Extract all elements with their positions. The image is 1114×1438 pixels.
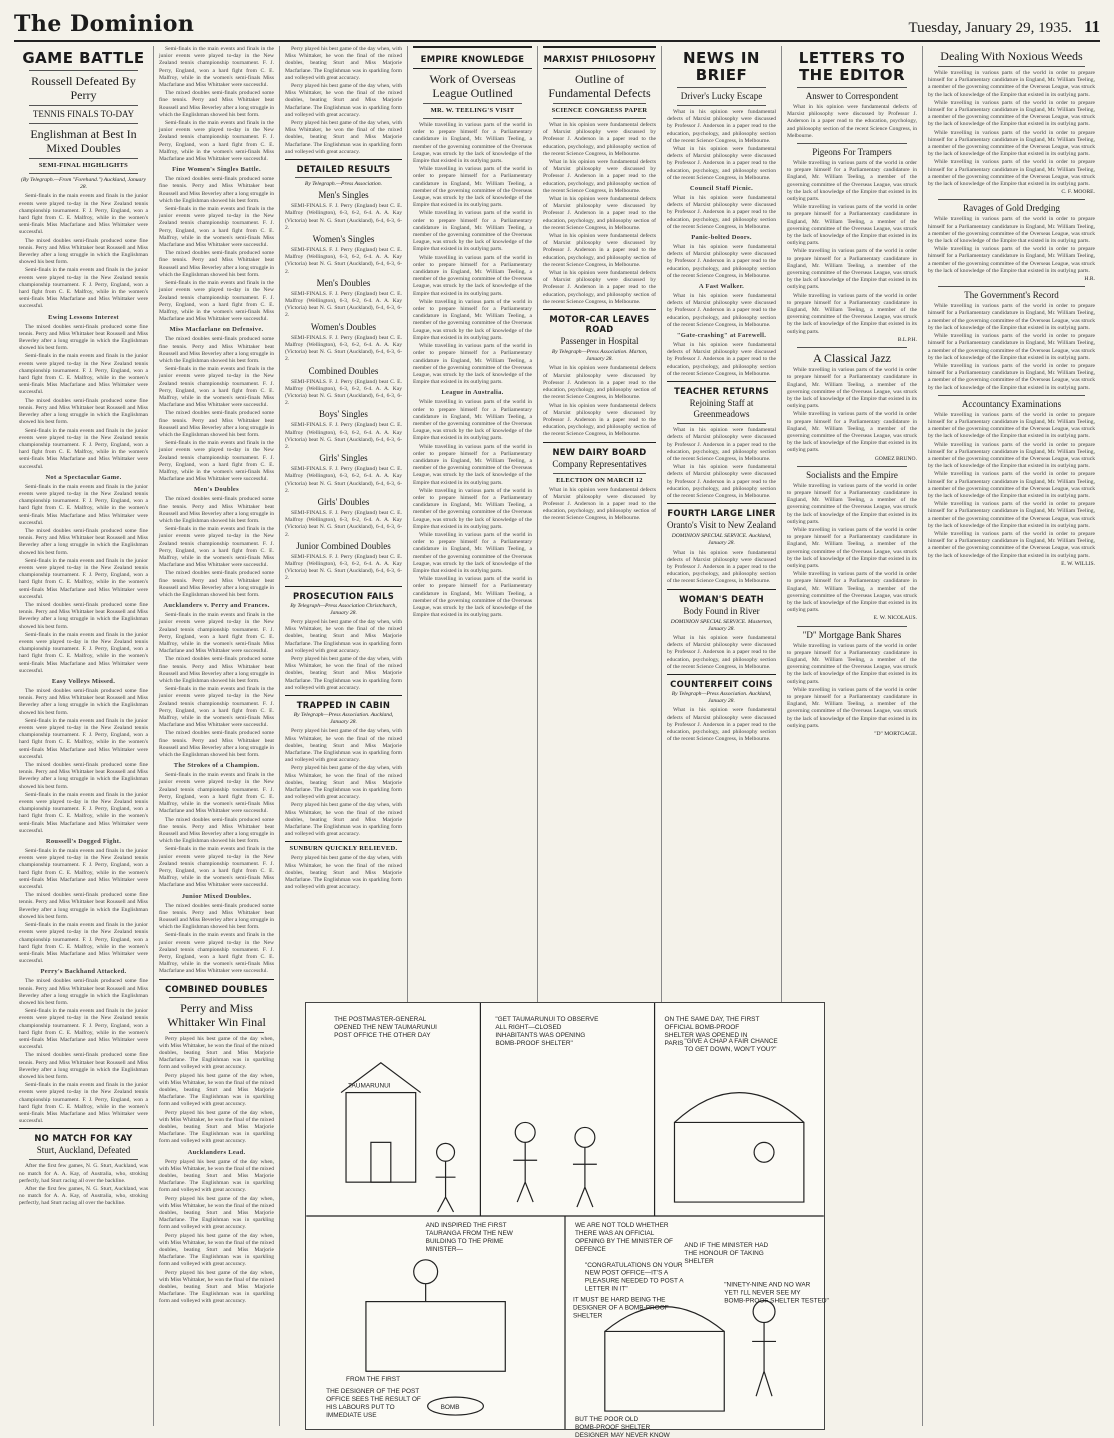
subhead-semi-final: SEMI-FINAL HIGHLIGHTS (38, 162, 129, 169)
cartoon-caption-2: "GET TAUMARUNUI TO OBSERVE ALL RIGHT—CLOSED INHABITANTS WAS OPENING BOMB-PROOF SHELTER" (495, 1015, 599, 1047)
byline: (By Telegraph.—From "Forehand.") Auckland, January 28. (21, 177, 146, 191)
subhead-roussell: Roussell Defeated By Perry (31, 74, 136, 102)
column-news-in-brief: NEWS IN BRIEF Driver's Lucky Escape What in his opinion were fundamental defects of Marxist philosophy were discussed by Professor J. Anderson in a paper read to the education, psychology, and philosophy section of the recent Science Congress, in Melbourne. What in his opinion were fundamental defects of Marxist philosophy were discussed by Professor J. Anderson in a paper read to the education, psychology, and philosophy section of the recent Science Congress, in Melbourne. Council Staff Picnic. What in his opinion were fundamental defects of Marxist philosophy were discussed by Professor J. Anderson in a paper read to the education, psychology, and philosophy section of the recent Science Congress, in Melbourne. Panic-bolted Doors. What in his opinion were fundamental defects of Marxist philosophy were discussed by Professor J. Anderson in a paper read to the education, psychology, and philosophy section of the recent Science Congress, in Melbourne. A Fast Walker. What in his opinion were fundamental defects of Marxist philosophy were discussed by Professor J. Anderson in a paper read to the education, psychology, and philosophy section of the recent Science Congress, in Melbourne. "Gate-crashing" at Farewell. What in his opinion were fundamental defects of Marxist philosophy were discussed by Professor J. Anderson in a paper read to the education, psychology, and philosophy section of the recent Science Congress, in Melbourne. TEACHER RETURNS Rejoining Staff at Greenmeadows What in his opinion were fundamental defects of Marxist philosophy were discussed by Professor J. Anderson in a paper read to the education, psychology, and philosophy section of the recent Science Congress, in Melbourne. What in his opinion were fundamental defects of Marxist philosophy were discussed by Professor J. Anderson in a paper read to the education, psychology, and philosophy section of the recent Science Congress, in Melbourne. FOURTH LARGE LINER Oranto's Visit to New Zealand DOMINION SPECIAL SERVICE. Auckland, January 28. What in his opinion were fundamental defects of Marxist philosophy were discussed by Professor J. Anderson in a paper read to the education, psychology, and philosophy section of the recent Science Congress, in Melbourne. WOMAN'S DEATH Body Found in River DOMINION SPECIAL SERVICE. Masterton, January 28. What in his opinion were fundamental defects of Marxist philosophy were discussed by Professor J. Anderson in a paper read to the education, psychology, and philosophy section of the recent Science Congress, in Melbourne. COUNTERFEIT COINS By Telegraph—Press Association. Auckland, January 28. What in his opinion were fundamental defects of Marxist philosophy were discussed by Professor J. Anderson in a paper read to the education, psychology, and philosophy section of the recent Science Congress, in Melbourne. (662, 46, 782, 1426)
kicker-marxist: MARXIST PHILOSOPHY (543, 54, 656, 64)
cartoon-label-from: FROM THE FIRST (346, 1376, 401, 1384)
cartoon-caption-8: "CONGRATULATIONS ON YOUR NEW POST OFFICE—IT'S A PLEASURE NEEDED TO POST A LETTER IN IT" (584, 1261, 684, 1293)
cartoon-caption-11: THE DESIGNER OF THE POST OFFICE SEES THE RESULT OF HIS LABOURS PUT TO IMMEDIATE USE (326, 1388, 421, 1420)
cartoon-caption-7: AND IF THE MINISTER HAD THE HONOUR OF TAKING SHELTER (684, 1241, 769, 1265)
headline-combined-doubles: COMBINED DOUBLES (165, 983, 268, 994)
subhead-perry-whittaker: Perry and Miss Whittaker Win Final (167, 1000, 266, 1029)
cartoon-label-bomb: BOMB (440, 1404, 460, 1412)
article-body: Semi-finals in the main events and finals in the junior events were played to-day in the New Zealand tennis championship tournament. F. J. Perry, England, won a hard fight from C. E. Malfroy, while in the women's semi-finals Miss Macfarlane and Miss Whittaker were successful. The mixed doubles semi-finals produced some fine tennis. Perry and Miss Whittaker beat Roussell and Miss Beverley after a long struggle in which the Englishman showed his best form. Semi-finals in the main events and finals in the junior events were played to-day in the New Zealand tennis championship tournament. F. J. Perry, England, won a hard fight from C. E. Malfroy, while in the women's semi-finals Miss Macfarlane and Miss Whittaker were successful. Ewing Lessons Interest The mixed doubles semi-finals produced some fine tennis. Perry and Miss Whittaker beat Roussell and Miss Beverley after a long struggle in which the Englishman showed his best form. Semi-finals in the main events and finals in the junior events were played to-day in the New Zealand tennis championship tournament. F. J. Perry, England, won a hard fight from C. E. Malfroy, while in the women's semi-finals Miss Macfarlane and Miss Whittaker were successful. The mixed doubles semi-finals produced some fine tennis. Perry and Miss Whittaker beat Roussell and Miss Beverley after a long struggle in which the Englishman showed his best form. Semi-finals in the main events and finals in the junior events were played to-day in the New Zealand tennis championship tournament. F. J. Perry, England, won a hard fight from C. E. Malfroy, while in the women's semi-finals Miss Macfarlane and Miss Whittaker were successful. Not a Spectacular Game. Semi-finals in the main events and finals in the junior events were played to-day in the New Zealand tennis championship tournament. F. J. Perry, England, won a hard fight from C. E. Malfroy, while in the women's semi-finals Miss Macfarlane and Miss Whittaker were successful. The mixed doubles semi-finals produced some fine tennis. Perry and Miss Whittaker beat Roussell and Miss Beverley after a long struggle in which the Englishman showed his best form. Semi-finals in the main events and finals in the junior events were played to-day in the New Zealand tennis championship tournament. F. J. Perry, England, won a hard fight from C. E. Malfroy, while in the women's semi-finals Miss Macfarlane and Miss Whittaker were successful. The mixed doubles semi-finals produced some fine tennis. Perry and Miss Whittaker beat Roussell and Miss Beverley after a long struggle in which the Englishman showed his best form. Semi-finals in the main events and finals in the junior events were played to-day in the New Zealand tennis championship tournament. F. J. Perry, England, won a hard fight from C. E. Malfroy, while in the women's semi-finals Miss Macfarlane and Miss Whittaker were successful. Easy Volleys Missed. The mixed doubles semi-finals produced some fine tennis. Perry and Miss Whittaker beat Roussell and Miss Beverley after a long struggle in which the Englishman showed his best form. Semi-finals in the main events and finals in the junior events were played to-day in the New Zealand tennis championship tournament. F. J. Perry, England, won a hard fight from C. E. Malfroy, while in the women's semi-finals Miss Macfarlane and Miss Whittaker were successful. The mixed doubles semi-finals produced some fine tennis. Perry and Miss Whittaker beat Roussell and Miss Beverley after a long struggle in which the Englishman showed his best form. Semi-finals in the main events and finals in the junior events were played to-day in the New Zealand tennis championship tournament. F. J. Perry, England, won a hard fight from C. E. Malfroy, while in the women's semi-finals Miss Macfarlane and Miss Whittaker were successful. Roussell's Dogged Fight. Semi-finals in the main events and finals in the junior events were played to-day in the New Zealand tennis championship tournament. F. J. Perry, England, won a hard fight from C. E. Malfroy, while in the women's semi-finals Miss Macfarlane and Miss Whittaker were successful. The mixed doubles semi-finals produced some fine tennis. Perry and Miss Whittaker beat Roussell and Miss Beverley after a long struggle in which the Englishman showed his best form. Semi-finals in the main events and finals in the junior events were played to-day in the New Zealand tennis championship tournament. F. J. Perry, England, won a hard fight from C. E. Malfroy, while in the women's semi-finals Miss Macfarlane and Miss Whittaker were successful. Perry's Backhand Attacked. The mixed doubles semi-finals produced some fine tennis. Perry and Miss Whittaker beat Roussell and Miss Beverley after a long struggle in which the Englishman showed his best form. Semi-finals in the main events and finals in the junior events were played to-day in the New Zealand tennis championship tournament. F. J. Perry, England, won a hard fight from C. E. Malfroy, while in the women's semi-finals Miss Macfarlane and Miss Whittaker were successful. The mixed doubles semi-finals produced some fine tennis. Perry and Miss Whittaker beat Roussell and Miss Beverley after a long struggle in which the Englishman showed his best form. Semi-finals in the main events and finals in the junior events were played to-day in the New Zealand tennis championship tournament. F. J. Perry, England, won a hard fight from C. E. Malfroy, while in the women's semi-finals Miss Macfarlane and Miss Whittaker were successful. (19, 193, 148, 1125)
headline-detailed-results: DETAILED RESULTS (296, 164, 391, 175)
headline-no-match: NO MATCH FOR KAY (34, 1133, 133, 1144)
headline-motor-car: MOTOR-CAR LEAVES ROAD (549, 314, 650, 335)
cartoon-caption-10: "NINETY-NINE AND NO WAR YET! I'LL NEVER SEE MY BOMB-PROOF SHELTER TESTED" (724, 1281, 829, 1305)
cartoon-caption-12: BUT THE POOR OLD BOMB-PROOF SHELTER DESIGNER MAY NEVER KNOW (574, 1416, 670, 1438)
headline-womans-death: WOMAN'S DEATH (679, 593, 764, 604)
advert-sunburn: SUNBURN QUICKLY RELIEVED. (289, 845, 398, 853)
cartoon-caption-1: THE POSTMASTER-GENERAL OPENED THE NEW TAUMARUNUI POST OFFICE THE OTHER DAY (334, 1015, 437, 1039)
headline-prosecution-fails: PROSECUTION FAILS (292, 590, 395, 601)
editorial-cartoon (305, 1002, 829, 1438)
column-game-battle: GAME BATTLE Roussell Defeated By Perry TENNIS FINALS TO-DAY Englishman at Best In Mixed Doubles SEMI-FINAL HIGHLIGHTS (By Telegraph.—From "Forehand.") Auckland, January 28. Semi-finals in the main events and finals in the junior events were played to-day in the New Zealand tennis championship tournament. F. J. Perry, England, won a hard fight from C. E. Malfroy, while in the women's semi-finals Miss Macfarlane and Miss Whittaker were successful. The mixed doubles semi-finals produced some fine tennis. Perry and Miss Whittaker beat Roussell and Miss Beverley after a long struggle in which the Englishman showed his best form. Semi-finals in the main events and finals in the junior events were played to-day in the New Zealand tennis championship tournament. F. J. Perry, England, won a hard fight from C. E. Malfroy, while in the women's semi-finals Miss Macfarlane and Miss Whittaker were successful. Ewing Lessons Interest The mixed doubles semi-finals produced some fine tennis. Perry and Miss Whittaker beat Roussell and Miss Beverley after a long struggle in which the Englishman showed his best form. Semi-finals in the main events and finals in the junior events were played to-day in the New Zealand tennis championship tournament. F. J. Perry, England, won a hard fight from C. E. Malfroy, while in the women's semi-finals Miss Macfarlane and Miss Whittaker were successful. The mixed doubles semi-finals produced some fine tennis. Perry and Miss Whittaker beat Roussell and Miss Beverley after a long struggle in which the Englishman showed his best form. Semi-finals in the main events and finals in the junior events were played to-day in the New Zealand tennis championship tournament. F. J. Perry, England, won a hard fight from C. E. Malfroy, while in the women's semi-finals Miss Macfarlane and Miss Whittaker were successful. Not a Spectacular Game. Semi-finals in the main events and finals in the junior events were played to-day in the New Zealand tennis championship tournament. F. J. Perry, England, won a hard fight from C. E. Malfroy, while in the women's semi-finals Miss Macfarlane and Miss Whittaker were successful. The mixed doubles semi-finals produced some fine tennis. Perry and Miss Whittaker beat Roussell and Miss Beverley after a long struggle in which the Englishman showed his best form. Semi-finals in the main events and finals in the junior events were played to-day in the New Zealand tennis championship tournament. F. J. Perry, England, won a hard fight from C. E. Malfroy, while in the women's semi-finals Miss Macfarlane and Miss Whittaker were successful. The mixed doubles semi-finals produced some fine tennis. Perry and Miss Whittaker beat Roussell and Miss Beverley after a long struggle in which the Englishman showed his best form. Semi-finals in the main events and finals in the junior events were played to-day in the New Zealand tennis championship tournament. F. J. Perry, England, won a hard fight from C. E. Malfroy, while in the women's semi-finals Miss Macfarlane and Miss Whittaker were successful. Easy Volleys Missed. The mixed doubles semi-finals produced some fine tennis. Perry and Miss Whittaker beat Roussell and Miss Beverley after a long struggle in which the Englishman showed his best form. Semi-finals in the main events and finals in the junior events were played to-day in the New Zealand tennis championship tournament. F. J. Perry, England, won a hard fight from C. E. Malfroy, while in the women's semi-finals Miss Macfarlane and Miss Whittaker were successful. The mixed doubles semi-finals produced some fine tennis. Perry and Miss Whittaker beat Roussell and Miss Beverley after a long struggle in which the Englishman showed his best form. Semi-finals in the main events and finals in the junior events were played to-day in the New Zealand tennis championship tournament. F. J. Perry, England, won a hard fight from C. E. Malfroy, while in the women's semi-finals Miss Macfarlane and Miss Whittaker were successful. Roussell's Dogged Fight. Semi-finals in the main events and finals in the junior events were played to-day in the New Zealand tennis championship tournament. F. J. Perry, England, won a hard fight from C. E. Malfroy, while in the women's semi-finals Miss Macfarlane and Miss Whittaker were successful. The mixed doubles semi-finals produced some fine tennis. Perry and Miss Whittaker beat Roussell and Miss Beverley after a long struggle in which the Englishman showed his best form. Semi-finals in the main events and finals in the junior events were played to-day in the New Zealand tennis championship tournament. F. J. Perry, England, won a hard fight from C. E. Malfroy, while in the women's semi-finals Miss Macfarlane and Miss Whittaker were successful. Perry's Backhand Attacked. The mixed doubles semi-finals produced some fine tennis. Perry and Miss Whittaker beat Roussell and Miss Beverley after a long struggle in which the Englishman showed his best form. Semi-finals in the main events and finals in the junior events were played to-day in the New Zealand tennis championship tournament. F. J. Perry, England, won a hard fight from C. E. Malfroy, while in the women's semi-finals Miss Macfarlane and Miss Whittaker were successful. The mixed doubles semi-finals produced some fine tennis. Perry and Miss Whittaker beat Roussell and Miss Beverley after a long struggle in which the Englishman showed his best form. Semi-finals in the main events and finals in the junior events were played to-day in the New Zealand tennis championship tournament. F. J. Perry, England, won a hard fight from C. E. Malfroy, while in the women's semi-finals Miss Macfarlane and Miss Whittaker were successful. NO MATCH FOR KAY Sturt, Auckland, Defeated After the first few games, N. G. Sturt, Auckland, was no match for A. A. Kay, of Australia, who, stroking perfectly, had Sturt racing all over the backline. After the first few games, N. G. Sturt, Auckland, was no match for A. A. Kay, of Australia, who, stroking perfectly, had Sturt racing all over the backline. (14, 46, 154, 1426)
cartoon-caption-9: IT MUST BE HARD BEING THE DESIGNER OF A BOMB-PROOF SHELTER (572, 1296, 669, 1320)
column-empire-knowledge: EMPIRE KNOWLEDGE Work of Overseas League Outlined MR. W. TEELING'S VISIT While travelling in various parts of the world in order to prepare himself for a Parliamentary candidature in England, Mr. William Teeling, a member of the governing committee of the Overseas League, was struck by the lack of knowledge of the Empire that existed in its outlying parts. While travelling in various parts of the world in order to prepare himself for a Parliamentary candidature in England, Mr. William Teeling, a member of the governing committee of the Overseas League, was struck by the lack of knowledge of the Empire that existed in its outlying parts. While travelling in various parts of the world in order to prepare himself for a Parliamentary candidature in England, Mr. William Teeling, a member of the governing committee of the Overseas League, was struck by the lack of knowledge of the Empire that existed in its outlying parts. While travelling in various parts of the world in order to prepare himself for a Parliamentary candidature in England, Mr. William Teeling, a member of the governing committee of the Overseas League, was struck by the lack of knowledge of the Empire that existed in its outlying parts. While travelling in various parts of the world in order to prepare himself for a Parliamentary candidature in England, Mr. William Teeling, a member of the governing committee of the Overseas League, was struck by the lack of knowledge of the Empire that existed in its outlying parts. While travelling in various parts of the world in order to prepare himself for a Parliamentary candidature in England, Mr. William Teeling, a member of the governing committee of the Overseas League, was struck by the lack of knowledge of the Empire that existed in its outlying parts. League in Australia. While travelling in various parts of the world in order to prepare himself for a Parliamentary candidature in England, Mr. William Teeling, a member of the governing committee of the Overseas League, was struck by the lack of knowledge of the Empire that existed in its outlying parts. While travelling in various parts of the world in order to prepare himself for a Parliamentary candidature in England, Mr. William Teeling, a member of the governing committee of the Overseas League, was struck by the lack of knowledge of the Empire that existed in its outlying parts. While travelling in various parts of the world in order to prepare himself for a Parliamentary candidature in England, Mr. William Teeling, a member of the governing committee of the Overseas League, was struck by the lack of knowledge of the Empire that existed in its outlying parts. While travelling in various parts of the world in order to prepare himself for a Parliamentary candidature in England, Mr. William Teeling, a member of the governing committee of the Overseas League, was struck by the lack of knowledge of the Empire that existed in its outlying parts. While travelling in various parts of the world in order to prepare himself for a Parliamentary candidature in England, Mr. William Teeling, a member of the governing committee of the Overseas League, was struck by the lack of knowledge of the Empire that existed in its outlying parts. (408, 46, 538, 1426)
cartoon-caption-4: "GIVE A CHAP A FAIR CHANCE TO GET DOWN, WON'T YOU?" (684, 1037, 778, 1053)
masthead (14, 8, 1100, 42)
headline-dairy-board: NEW DAIRY BOARD (552, 446, 647, 457)
column-tennis-continued: Semi-finals in the main events and finals in the junior events were played to-day in the New Zealand tennis championship tournament. F. J. Perry, England, won a hard fight from C. E. Malfroy, while in the women's semi-finals Miss Macfarlane and Miss Whittaker were successful. The mixed doubles semi-finals produced some fine tennis. Perry and Miss Whittaker beat Roussell and Miss Beverley after a long struggle in which the Englishman showed his best form. Semi-finals in the main events and finals in the junior events were played to-day in the New Zealand tennis championship tournament. F. J. Perry, England, won a hard fight from C. E. Malfroy, while in the women's semi-finals Miss Macfarlane and Miss Whittaker were successful. Fine Women's Singles Battle. The mixed doubles semi-finals produced some fine tennis. Perry and Miss Whittaker beat Roussell and Miss Beverley after a long struggle in which the Englishman showed his best form. Semi-finals in the main events and finals in the junior events were played to-day in the New Zealand tennis championship tournament. F. J. Perry, England, won a hard fight from C. E. Malfroy, while in the women's semi-finals Miss Macfarlane and Miss Whittaker were successful. The mixed doubles semi-finals produced some fine tennis. Perry and Miss Whittaker beat Roussell and Miss Beverley after a long struggle in which the Englishman showed his best form. Semi-finals in the main events and finals in the junior events were played to-day in the New Zealand tennis championship tournament. F. J. Perry, England, won a hard fight from C. E. Malfroy, while in the women's semi-finals Miss Macfarlane and Miss Whittaker were successful. Miss Macfarlane on Defensive. The mixed doubles semi-finals produced some fine tennis. Perry and Miss Whittaker beat Roussell and Miss Beverley after a long struggle in which the Englishman showed his best form. Semi-finals in the main events and finals in the junior events were played to-day in the New Zealand tennis championship tournament. F. J. Perry, England, won a hard fight from C. E. Malfroy, while in the women's semi-finals Miss Macfarlane and Miss Whittaker were successful. The mixed doubles semi-finals produced some fine tennis. Perry and Miss Whittaker beat Roussell and Miss Beverley after a long struggle in which the Englishman showed his best form. Semi-finals in the main events and finals in the junior events were played to-day in the New Zealand tennis championship tournament. F. J. Perry, England, won a hard fight from C. E. Malfroy, while in the women's semi-finals Miss Macfarlane and Miss Whittaker were successful. Men's Doubles The mixed doubles semi-finals produced some fine tennis. Perry and Miss Whittaker beat Roussell and Miss Beverley after a long struggle in which the Englishman showed his best form. Semi-finals in the main events and finals in the junior events were played to-day in the New Zealand tennis championship tournament. F. J. Perry, England, won a hard fight from C. E. Malfroy, while in the women's semi-finals Miss Macfarlane and Miss Whittaker were successful. The mixed doubles semi-finals produced some fine tennis. Perry and Miss Whittaker beat Roussell and Miss Beverley after a long struggle in which the Englishman showed his best form. Aucklanders v. Perry and Frances. Semi-finals in the main events and finals in the junior events were played to-day in the New Zealand tennis championship tournament. F. J. Perry, England, won a hard fight from C. E. Malfroy, while in the women's semi-finals Miss Macfarlane and Miss Whittaker were successful. The mixed doubles semi-finals produced some fine tennis. Perry and Miss Whittaker beat Roussell and Miss Beverley after a long struggle in which the Englishman showed his best form. Semi-finals in the main events and finals in the junior events were played to-day in the New Zealand tennis championship tournament. F. J. Perry, England, won a hard fight from C. E. Malfroy, while in the women's semi-finals Miss Macfarlane and Miss Whittaker were successful. The mixed doubles semi-finals produced some fine tennis. Perry and Miss Whittaker beat Roussell and Miss Beverley after a long struggle in which the Englishman showed his best form. The Strokes of a Champion. Semi-finals in the main events and finals in the junior events were played to-day in the New Zealand tennis championship tournament. F. J. Perry, England, won a hard fight from C. E. Malfroy, while in the women's semi-finals Miss Macfarlane and Miss Whittaker were successful. The mixed doubles semi-finals produced some fine tennis. Perry and Miss Whittaker beat Roussell and Miss Beverley after a long struggle in which the Englishman showed his best form. Semi-finals in the main events and finals in the junior events were played to-day in the New Zealand tennis championship tournament. F. J. Perry, England, won a hard fight from C. E. Malfroy, while in the women's semi-finals Miss Macfarlane and Miss Whittaker were successful. Junior Mixed Doubles. The mixed doubles semi-finals produced some fine tennis. Perry and Miss Whittaker beat Roussell and Miss Beverley after a long struggle in which the Englishman showed his best form. Semi-finals in the main events and finals in the junior events were played to-day in the New Zealand tennis championship tournament. F. J. Perry, England, won a hard fight from C. E. Malfroy, while in the women's semi-finals Miss Macfarlane and Miss Whittaker were successful. COMBINED DOUBLES Perry and Miss Whittaker Win Final Perry played his best game of the day when, with Miss Whittaker, he won the final of the mixed doubles, beating Sturt and Miss Marjorie Macfarlane. The Englishman was in sparkling form and volleyed with great accuracy. Perry played his best game of the day when, with Miss Whittaker, he won the final of the mixed doubles, beating Sturt and Miss Marjorie Macfarlane. The Englishman was in sparkling form and volleyed with great accuracy. Perry played his best game of the day when, with Miss Whittaker, he won the final of the mixed doubles, beating Sturt and Miss Marjorie Macfarlane. The Englishman was in sparkling form and volleyed with great accuracy. Aucklanders Lead. Perry played his best game of the day when, with Miss Whittaker, he won the final of the mixed doubles, beating Sturt and Miss Marjorie Macfarlane. The Englishman was in sparkling form and volleyed with great accuracy. Perry played his best game of the day when, with Miss Whittaker, he won the final of the mixed doubles, beating Sturt and Miss Marjorie Macfarlane. The Englishman was in sparkling form and volleyed with great accuracy. Perry played his best game of the day when, with Miss Whittaker, he won the final of the mixed doubles, beating Sturt and Miss Marjorie Macfarlane. The Englishman was in sparkling form and volleyed with great accuracy. Perry played his best game of the day when, with Miss Whittaker, he won the final of the mixed doubles, beating Sturt and Miss Marjorie Macfarlane. The Englishman was in sparkling form and volleyed with great accuracy. (154, 46, 280, 1426)
page-number: 11 (1083, 17, 1100, 36)
column-marxist-philosophy: MARXIST PHILOSOPHY Outline of Fundamental Defects SCIENCE CONGRESS PAPER What in his opinion were fundamental defects of Marxist philosophy were discussed by Professor J. Anderson in a paper read to the education, psychology, and philosophy section of the recent Science Congress, in Melbourne. What in his opinion were fundamental defects of Marxist philosophy were discussed by Professor J. Anderson in a paper read to the education, psychology, and philosophy section of the recent Science Congress, in Melbourne. What in his opinion were fundamental defects of Marxist philosophy were discussed by Professor J. Anderson in a paper read to the education, psychology, and philosophy section of the recent Science Congress, in Melbourne. What in his opinion were fundamental defects of Marxist philosophy were discussed by Professor J. Anderson in a paper read to the education, psychology, and philosophy section of the recent Science Congress, in Melbourne. What in his opinion were fundamental defects of Marxist philosophy were discussed by Professor J. Anderson in a paper read to the education, psychology, and philosophy section of the recent Science Congress, in Melbourne. MOTOR-CAR LEAVES ROAD Passenger in Hospital By Telegraph—Press Association. Marton, January 28. What in his opinion were fundamental defects of Marxist philosophy were discussed by Professor J. Anderson in a paper read to the education, psychology, and philosophy section of the recent Science Congress, in Melbourne. What in his opinion were fundamental defects of Marxist philosophy were discussed by Professor J. Anderson in a paper read to the education, psychology, and philosophy section of the recent Science Congress, in Melbourne. NEW DAIRY BOARD Company Representatives ELECTION ON MARCH 12 What in his opinion were fundamental defects of Marxist philosophy were discussed by Professor J. Anderson in a paper read to the education, psychology, and philosophy section of the recent Science Congress, in Melbourne. (538, 46, 662, 1426)
headline-fundamental-defects: Outline of Fundamental Defects (548, 72, 651, 100)
subhead-tennis-finals: TENNIS FINALS TO-DAY (32, 109, 135, 119)
headline-fourth-liner: FOURTH LARGE LINER (667, 508, 776, 519)
cartoon-label-building: TAUMARUNUI (348, 1082, 391, 1090)
cartoon-drawing (306, 1003, 829, 1438)
issue-date: Tuesday, January 29, 1935. 11 (908, 17, 1100, 36)
column-letters-continued: Dealing With Noxious Weeds While travelling in various parts of the world in order to prepare himself for a Parliamentary candidature in England, Mr. William Teeling, a member of the governing committee of the Overseas League, was struck by the lack of knowledge of the Empire that existed in its outlying parts. While travelling in various parts of the world in order to prepare himself for a Parliamentary candidature in England, Mr. William Teeling, a member of the governing committee of the Overseas League, was struck by the lack of knowledge of the Empire that existed in its outlying parts. While travelling in various parts of the world in order to prepare himself for a Parliamentary candidature in England, Mr. William Teeling, a member of the governing committee of the Overseas League, was struck by the lack of knowledge of the Empire that existed in its outlying parts. While travelling in various parts of the world in order to prepare himself for a Parliamentary candidature in England, Mr. William Teeling, a member of the governing committee of the Overseas League, was struck by the lack of knowledge of the Empire that existed in its outlying parts. C. F. MOORE. Ravages of Gold Dredging While travelling in various parts of the world in order to prepare himself for a Parliamentary candidature in England, Mr. William Teeling, a member of the governing committee of the Overseas League, was struck by the lack of knowledge of the Empire that existed in its outlying parts. While travelling in various parts of the world in order to prepare himself for a Parliamentary candidature in England, Mr. William Teeling, a member of the governing committee of the Overseas League, was struck by the lack of knowledge of the Empire that existed in its outlying parts. H.R. The Government's Record While travelling in various parts of the world in order to prepare himself for a Parliamentary candidature in England, Mr. William Teeling, a member of the governing committee of the Overseas League, was struck by the lack of knowledge of the Empire that existed in its outlying parts. While travelling in various parts of the world in order to prepare himself for a Parliamentary candidature in England, Mr. William Teeling, a member of the governing committee of the Overseas League, was struck by the lack of knowledge of the Empire that existed in its outlying parts. While travelling in various parts of the world in order to prepare himself for a Parliamentary candidature in England, Mr. William Teeling, a member of the governing committee of the Overseas League, was struck by the lack of knowledge of the Empire that existed in its outlying parts. Accountancy Examinations While travelling in various parts of the world in order to prepare himself for a Parliamentary candidature in England, Mr. William Teeling, a member of the governing committee of the Overseas League, was struck by the lack of knowledge of the Empire that existed in its outlying parts. While travelling in various parts of the world in order to prepare himself for a Parliamentary candidature in England, Mr. William Teeling, a member of the governing committee of the Overseas League, was struck by the lack of knowledge of the Empire that existed in its outlying parts. While travelling in various parts of the world in order to prepare himself for a Parliamentary candidature in England, Mr. William Teeling, a member of the governing committee of the Overseas League, was struck by the lack of knowledge of the Empire that existed in its outlying parts. While travelling in various parts of the world in order to prepare himself for a Parliamentary candidature in England, Mr. William Teeling, a member of the governing committee of the Overseas League, was struck by the lack of knowledge of the Empire that existed in its outlying parts. While travelling in various parts of the world in order to prepare himself for a Parliamentary candidature in England, Mr. William Teeling, a member of the governing committee of the Overseas League, was struck by the lack of knowledge of the Empire that existed in its outlying parts. E. W. WILLIS. (928, 49, 1095, 567)
subhead-englishman: Englishman at Best In Mixed Doubles (30, 127, 137, 155)
headline-game-battle: GAME BATTLE (22, 49, 145, 67)
headline-trapped-in-cabin: TRAPPED IN CABIN (296, 700, 391, 710)
headline-news-in-brief: NEWS IN BRIEF (682, 49, 760, 84)
cartoon-caption-5: AND INSPIRED THE FIRST TAURANGA FROM THE NEW BUILDING TO THE PRIME MINISTER— (425, 1221, 513, 1253)
headline-teacher-returns: TEACHER RETURNS (674, 386, 769, 397)
column-letters: LETTERS TO THE EDITOR Answer to Correspondent What in his opinion were fundamental defects of Marxist philosophy were discussed by Professor J. Anderson in a paper read to the education, psychology, and philosophy section of the recent Science Congress, in Melbourne. Pigeons For Trampers While travelling in various parts of the world in order to prepare himself for a Parliamentary candidature in England, Mr. William Teeling, a member of the governing committee of the Overseas League, was struck by the lack of knowledge of the Empire that existed in its outlying parts. While travelling in various parts of the world in order to prepare himself for a Parliamentary candidature in England, Mr. William Teeling, a member of the governing committee of the Overseas League, was struck by the lack of knowledge of the Empire that existed in its outlying parts. While travelling in various parts of the world in order to prepare himself for a Parliamentary candidature in England, Mr. William Teeling, a member of the governing committee of the Overseas League, was struck by the lack of knowledge of the Empire that existed in its outlying parts. While travelling in various parts of the world in order to prepare himself for a Parliamentary candidature in England, Mr. William Teeling, a member of the governing committee of the Overseas League, was struck by the lack of knowledge of the Empire that existed in its outlying parts. B.L.P.H. A Classical Jazz While travelling in various parts of the world in order to prepare himself for a Parliamentary candidature in England, Mr. William Teeling, a member of the governing committee of the Overseas League, was struck by the lack of knowledge of the Empire that existed in its outlying parts. While travelling in various parts of the world in order to prepare himself for a Parliamentary candidature in England, Mr. William Teeling, a member of the governing committee of the Overseas League, was struck by the lack of knowledge of the Empire that existed in its outlying parts. GOMEZ BRUNO. Socialists and the Empire While travelling in various parts of the world in order to prepare himself for a Parliamentary candidature in England, Mr. William Teeling, a member of the governing committee of the Overseas League, was struck by the lack of knowledge of the Empire that existed in its outlying parts. While travelling in various parts of the world in order to prepare himself for a Parliamentary candidature in England, Mr. William Teeling, a member of the governing committee of the Overseas League, was struck by the lack of knowledge of the Empire that existed in its outlying parts. While travelling in various parts of the world in order to prepare himself for a Parliamentary candidature in England, Mr. William Teeling, a member of the governing committee of the Overseas League, was struck by the lack of knowledge of the Empire that existed in its outlying parts. E. W. NICOLAUS. "D" Mortgage Bank Shares While travelling in various parts of the world in order to prepare himself for a Parliamentary candidature in England, Mr. William Teeling, a member of the governing committee of the Overseas League, was struck by the lack of knowledge of the Empire that existed in its outlying parts. While travelling in various parts of the world in order to prepare himself for a Parliamentary candidature in England, Mr. William Teeling, a member of the governing committee of the Overseas League, was struck by the lack of knowledge of the Empire that existed in its outlying parts. "D" MORTGAGE. (782, 46, 923, 1426)
column-detailed-results: Perry played his best game of the day when, with Miss Whittaker, he won the final of the mixed doubles, beating Sturt and Miss Marjorie Macfarlane. The Englishman was in sparkling form and volleyed with great accuracy. Perry played his best game of the day when, with Miss Whittaker, he won the final of the mixed doubles, beating Sturt and Miss Marjorie Macfarlane. The Englishman was in sparkling form and volleyed with great accuracy. Perry played his best game of the day when, with Miss Whittaker, he won the final of the mixed doubles, beating Sturt and Miss Marjorie Macfarlane. The Englishman was in sparkling form and volleyed with great accuracy. DETAILED RESULTS By Telegraph.—Press Association. Men's Singles SEMI-FINALS. F. J. Perry (England) beat C. E. Malfroy (Wellington), 6-3, 6-2, 6-4. A. A. Kay (Victoria) beat N. G. Sturt (Auckland), 6-4, 6-3, 6-2. Women's Singles SEMI-FINALS. F. J. Perry (England) beat C. E. Malfroy (Wellington), 6-3, 6-2, 6-4. A. A. Kay (Victoria) beat N. G. Sturt (Auckland), 6-4, 6-3, 6-2. Men's Doubles SEMI-FINALS. F. J. Perry (England) beat C. E. Malfroy (Wellington), 6-3, 6-2, 6-4. A. A. Kay (Victoria) beat N. G. Sturt (Auckland), 6-4, 6-3, 6-2. Women's Doubles SEMI-FINALS. F. J. Perry (England) beat C. E. Malfroy (Wellington), 6-3, 6-2, 6-4. A. A. Kay (Victoria) beat N. G. Sturt (Auckland), 6-4, 6-3, 6-2. Combined Doubles SEMI-FINALS. F. J. Perry (England) beat C. E. Malfroy (Wellington), 6-3, 6-2, 6-4. A. A. Kay (Victoria) beat N. G. Sturt (Auckland), 6-4, 6-3, 6-2. Boys' Singles SEMI-FINALS. F. J. Perry (England) beat C. E. Malfroy (Wellington), 6-3, 6-2, 6-4. A. A. Kay (Victoria) beat N. G. Sturt (Auckland), 6-4, 6-3, 6-2. Girls' Singles SEMI-FINALS. F. J. Perry (England) beat C. E. Malfroy (Wellington), 6-3, 6-2, 6-4. A. A. Kay (Victoria) beat N. G. Sturt (Auckland), 6-4, 6-3, 6-2. Girls' Doubles SEMI-FINALS. F. J. Perry (England) beat C. E. Malfroy (Wellington), 6-3, 6-2, 6-4. A. A. Kay (Victoria) beat N. G. Sturt (Auckland), 6-4, 6-3, 6-2. Junior Combined Doubles SEMI-FINALS. F. J. Perry (England) beat C. E. Malfroy (Wellington), 6-3, 6-2, 6-4. A. A. Kay (Victoria) beat N. G. Sturt (Auckland), 6-4, 6-3, 6-2. PROSECUTION FAILS By Telegraph—Press Association Christchurch, January 28. Perry played his best game of the day when, with Miss Whittaker, he won the final of the mixed doubles, beating Sturt and Miss Marjorie Macfarlane. The Englishman was in sparkling form and volleyed with great accuracy. Perry played his best game of the day when, with Miss Whittaker, he won the final of the mixed doubles, beating Sturt and Miss Marjorie Macfarlane. The Englishman was in sparkling form and volleyed with great accuracy. TRAPPED IN CABIN By Telegraph—Press Association. Auckland, January 28. Perry played his best game of the day when, with Miss Whittaker, he won the final of the mixed doubles, beating Sturt and Miss Marjorie Macfarlane. The Englishman was in sparkling form and volleyed with great accuracy. Perry played his best game of the day when, with Miss Whittaker, he won the final of the mixed doubles, beating Sturt and Miss Marjorie Macfarlane. The Englishman was in sparkling form and volleyed with great accuracy. Perry played his best game of the day when, with Miss Whittaker, he won the final of the mixed doubles, beating Sturt and Miss Marjorie Macfarlane. The Englishman was in sparkling form and volleyed with great accuracy. SUNBURN QUICKLY RELIEVED. Perry played his best game of the day when, with Miss Whittaker, he won the final of the mixed doubles, beating Sturt and Miss Marjorie Macfarlane. The Englishman was in sparkling form and volleyed with great accuracy. (280, 46, 408, 1426)
headline-overseas-league: Work of Overseas League Outlined (429, 72, 516, 100)
kicker-empire-knowledge: EMPIRE KNOWLEDGE (420, 54, 525, 64)
headline-counterfeit-coins: COUNTERFEIT COINS (670, 678, 773, 689)
subhead-sturt: Sturt, Auckland, Defeated (36, 1145, 131, 1156)
newspaper-title: The Dominion (14, 11, 195, 37)
cartoon-caption-6: WE ARE NOT TOLD WHETHER THERE WAS AN OFFICIAL OPENING BY THE MINISTER OF DEFENCE (574, 1221, 673, 1253)
cartoon-caption-3: ON THE SAME DAY, THE FIRST OFFICIAL BOMB-PROOF SHELTER WAS OPENED IN PARIS (664, 1015, 760, 1047)
headline-letters-to-editor: LETTERS TO THE EDITOR (798, 49, 906, 84)
